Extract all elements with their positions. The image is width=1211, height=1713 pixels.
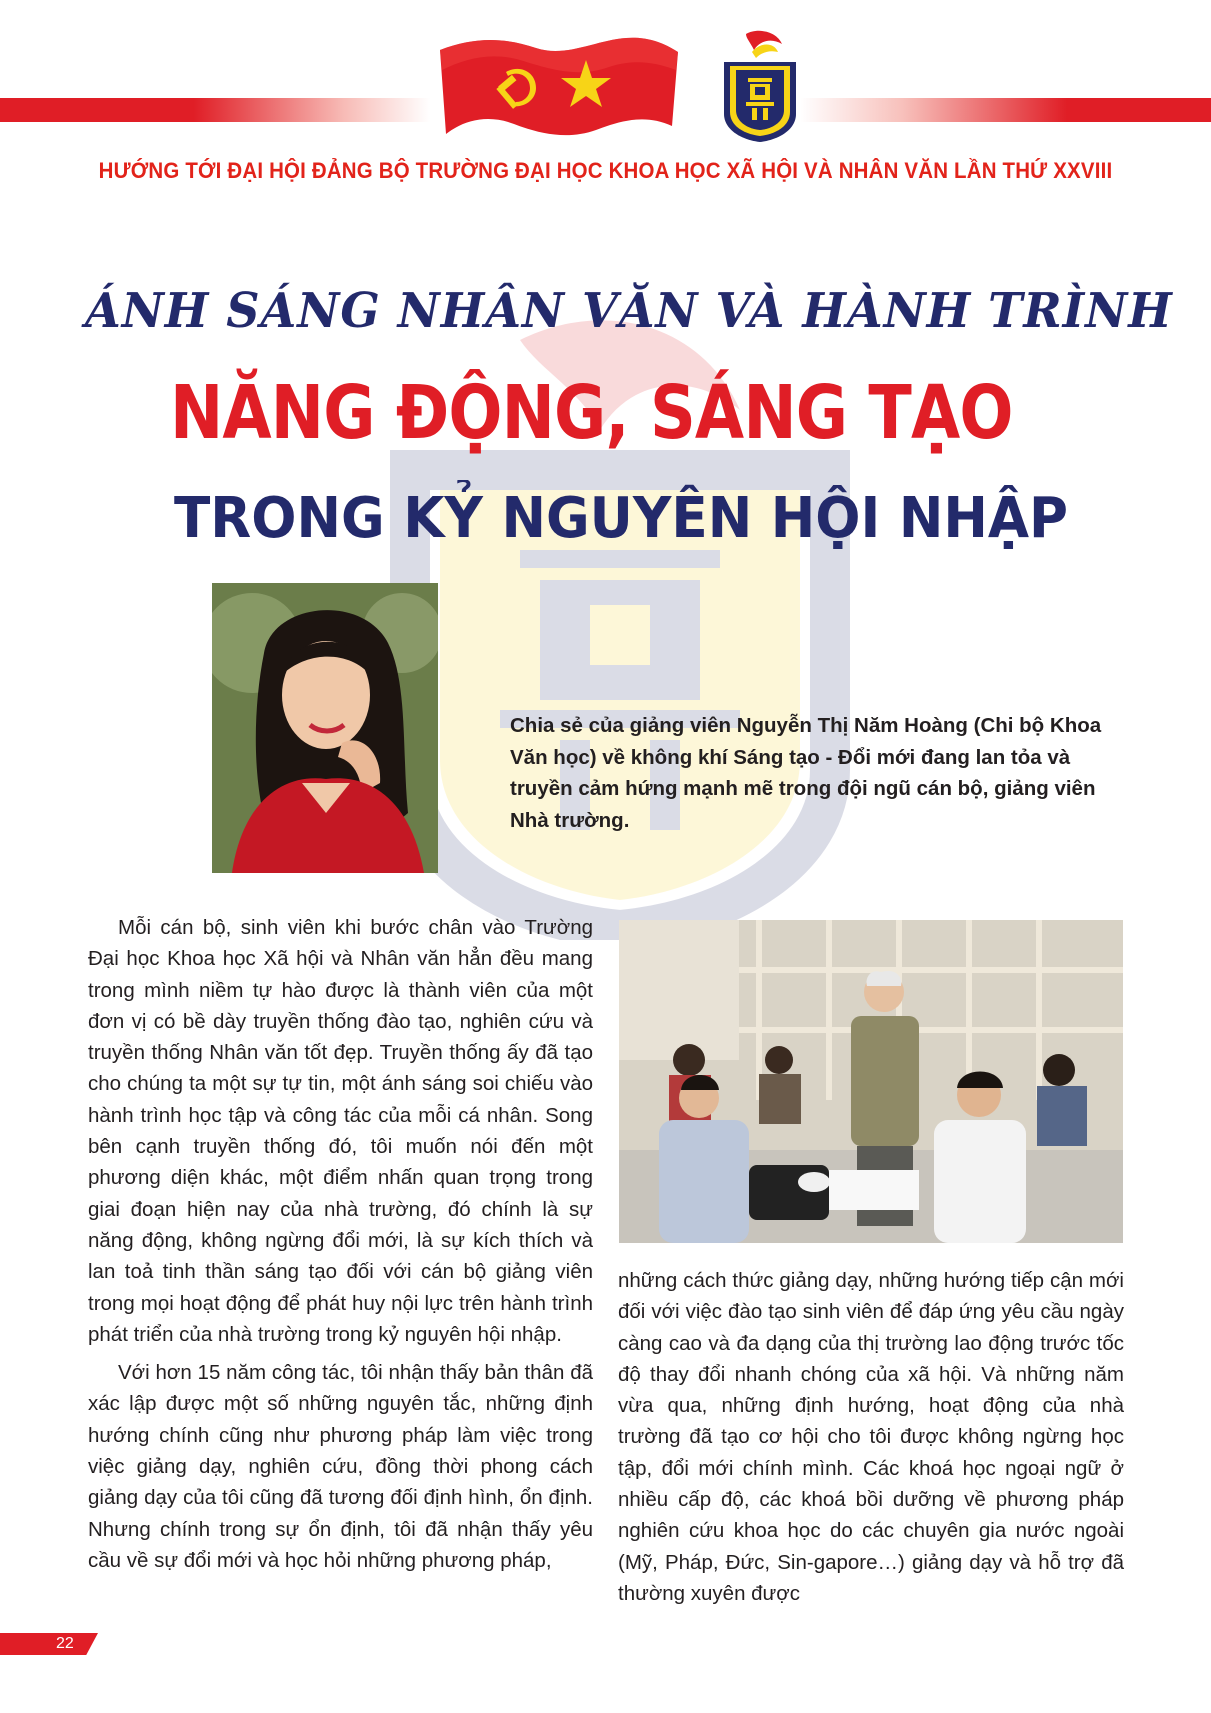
title-line-1: ÁNH SÁNG NHÂN VĂN VÀ HÀNH TRÌNH	[85, 283, 1173, 339]
page-number-bar	[0, 1633, 98, 1655]
body-paragraph-1: Mỗi cán bộ, sinh viên khi bước chân vào Trường Đại học Khoa học Xã hội và Nhân văn hẳn đều mang trong mình niềm tự hào được là thành viên của một đơn vị có bề dày truyền thống đào tạo, nghiên cứu và truyền thống Nhân văn tốt đẹp. Truyền thống ấy đã tạo cho chúng ta một sự tự tin, một ánh sáng soi chiếu vào hành trình học tập và công tác của mỗi cá nhân. Song bên cạnh truyền thống đó, tôi muốn nói đến một phương diện khác, một điểm nhấn quan trọng trong giai đoạn hiện nay của nhà trường, đó chính là sự năng động, không ngừng đổi mới, là sự kích thích và lan toả tinh thần sáng tạo đối với cán bộ giảng viên trong mọi hoạt động để phát huy nội lực trên hành trình phát triển của nhà trường trong kỷ nguyên hội nhập.	[88, 916, 593, 1346]
party-flag-icon	[436, 30, 682, 142]
university-emblem-icon	[716, 28, 804, 144]
section-kicker: HƯỚNG TỚI ĐẠI HỘI ĐẢNG BỘ TRƯỜNG ĐẠI HỌC KHOA HỌC XÃ HỘI VÀ NHÂN VĂN LẦN THỨ XXVIII	[98, 158, 1113, 183]
lead-paragraph: Chia sẻ của giảng viên Nguyễn Thị Năm Hoàng (Chi bộ Khoa Văn học) về không khí Sáng tạo - Đổi mới đang lan tỏa và truyền cảm hứng mạnh mẽ trong đội ngũ cán bộ, giảng viên Nhà trường.	[510, 714, 1102, 832]
body-column-left	[88, 912, 593, 1576]
page-number: 22	[56, 1635, 74, 1652]
portrait-photo	[212, 583, 438, 873]
body-paragraph-2: Với hơn 15 năm công tác, tôi nhận thấy bản thân đã xác lập được một số những nguyên tắc, những định hướng chính cũng như phương pháp làm việc trong việc giảng dạy, nghiên cứu, đồng thời phong cách giảng dạy của tôi cũng đã tương đối định hình, ổn định. Nhưng chính trong sự ổn định, tôi đã nhận thấy yêu cầu về sự đổi mới và học hỏi những phương pháp,	[88, 1361, 593, 1572]
body-paragraph-3: những cách thức giảng dạy, những hướng tiếp cận mới đối với việc đào tạo sinh viên để đáp ứng yêu cầu ngày càng cao và đa dạng của thị trường lao động trước tốc độ thay đổi nhanh chóng của xã hội. Và những năm vừa qua, những định hướng, hoạt động của nhà trường đã tạo cơ hội cho tôi được không ngừng học tập, đổi mới chính mình. Các khoá học ngoại ngữ ở nhiều cấp độ, các khoá bồi dưỡng về phương pháp nghiên cứu khoa học do các chuyên gia nước ngoài (Mỹ, Pháp, Đức, Sin-gapore…) giảng dạy và hỗ trợ đã thường xuyên được	[618, 1269, 1124, 1605]
body-column-right	[618, 1265, 1124, 1609]
header-bar-left	[0, 98, 430, 122]
meeting-photo	[619, 920, 1123, 1243]
title-line-3: TRONG KỶ NGUYÊN HỘI NHẬP	[174, 486, 1069, 551]
header-bar-right	[800, 98, 1211, 122]
title-line-2: NĂNG ĐỘNG, SÁNG TẠO	[170, 370, 1013, 456]
